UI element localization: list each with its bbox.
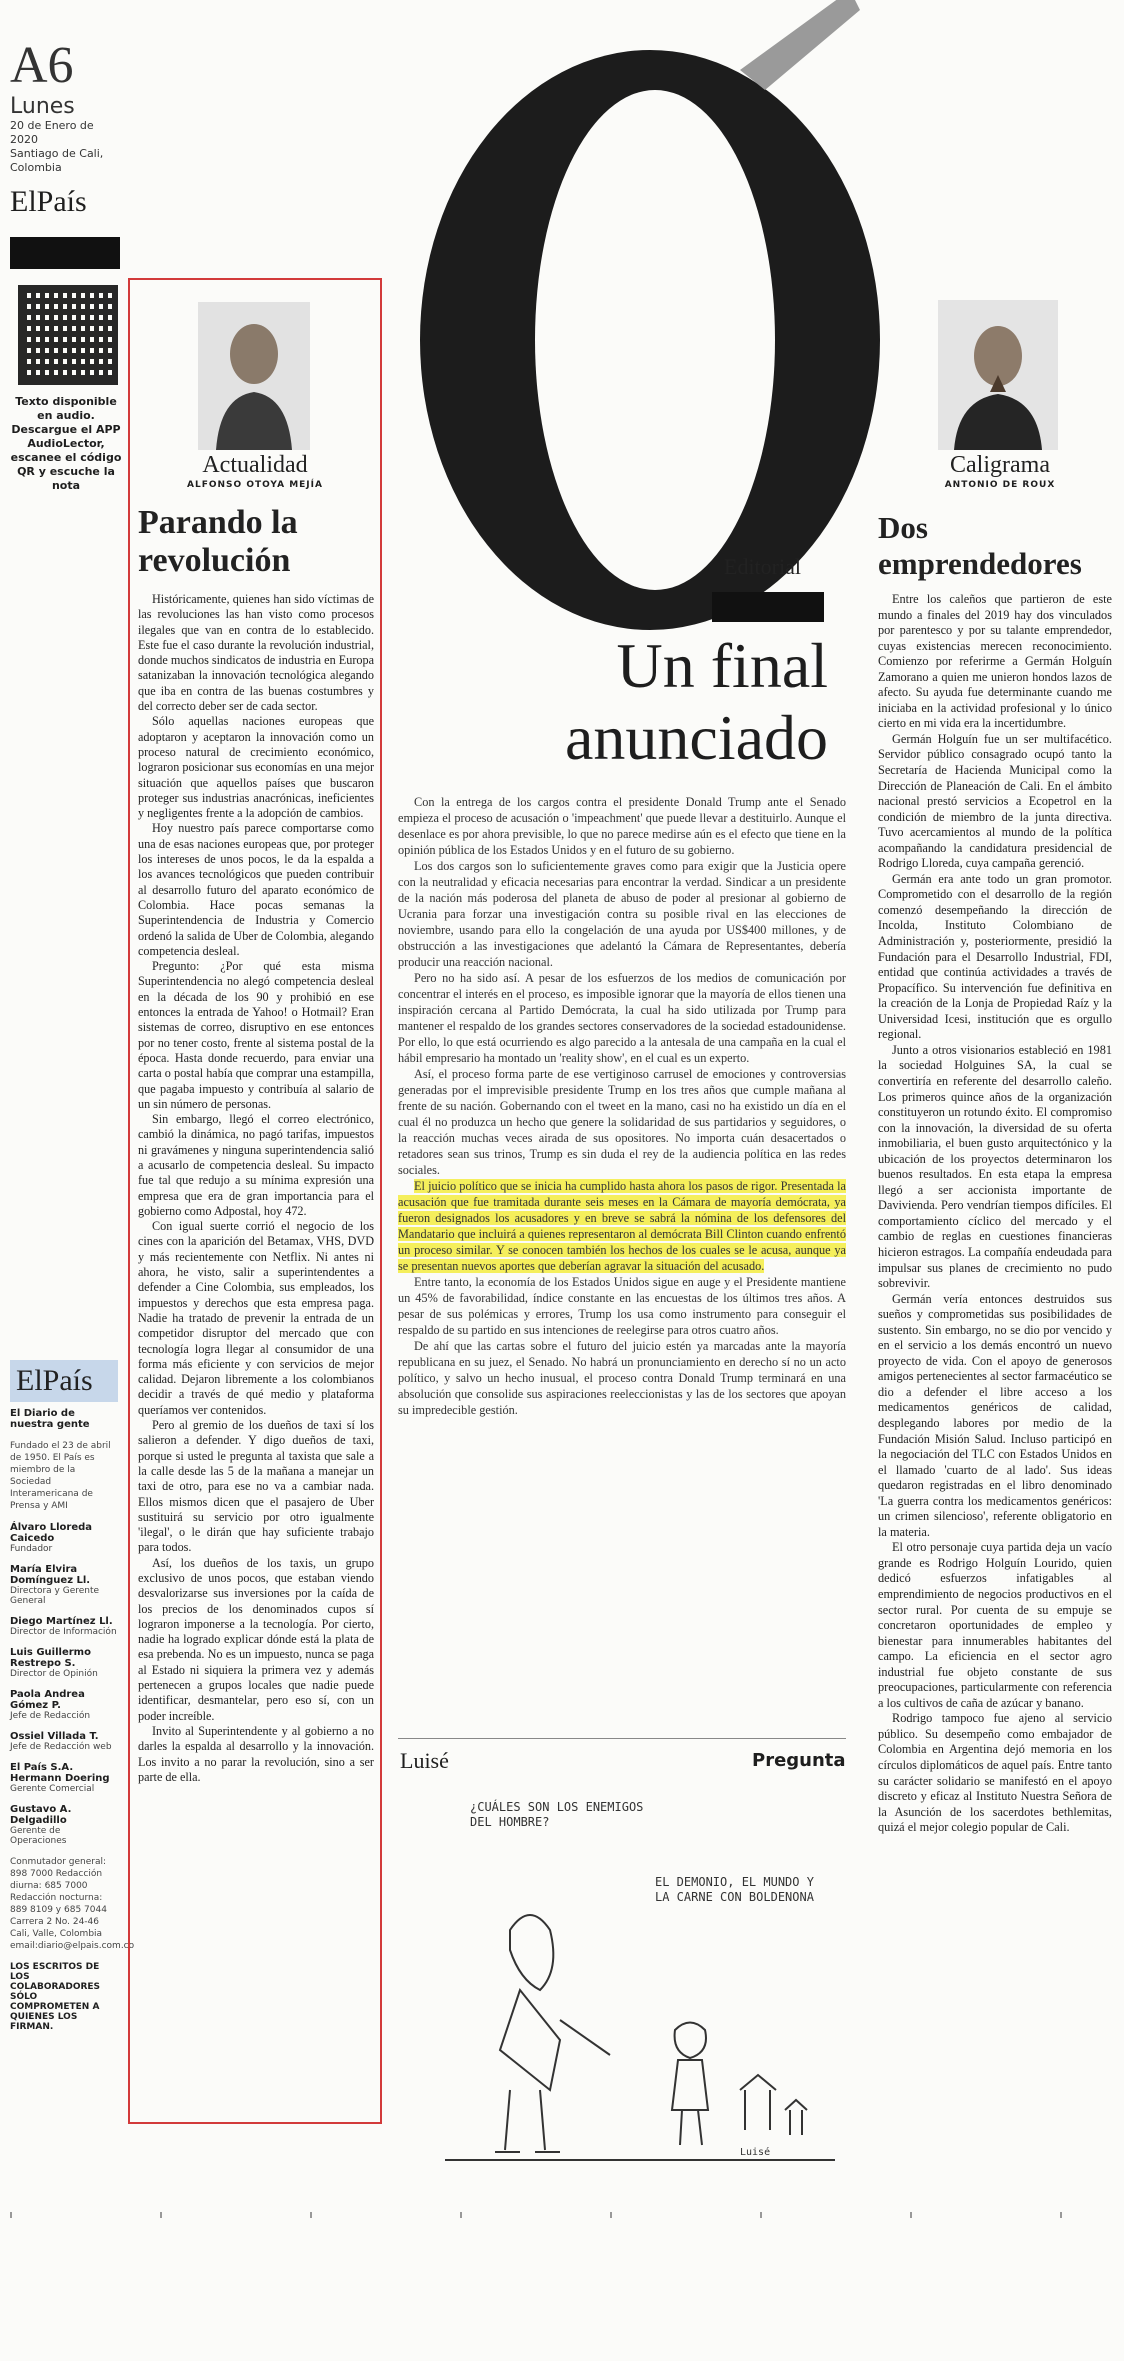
masthead-contacts: Conmutador general: 898 7000 Redacción diurna: 685 7000 Redacción nocturna: 889 8109 y 685 7044 Carrera 2 No. 24-46 Cali, Valle, Colombia email:diario@elpais.com.co [10, 1857, 135, 1951]
masthead-disclaimer: LOS ESCRITOS DE LOS COLABORADORES SÓLO COMPROMETEN A QUIENES LOS FIRMAN. [10, 1962, 101, 2032]
column-body [138, 592, 374, 1785]
staff-entry: Luis Guillermo Restrepo S. Director de Opinión [10, 1647, 98, 1679]
paragraph: Pero no ha sido así. A pesar de los esfuerzos de los medios de comunicación por concentrar el interés en el proceso, es imposible ignorar que la mayoría de ellos tienen una inspiración cercana al Partido Demócrata, la cual ha sido utilizada por Trump para mantener el respaldo de los grandes sectores conservadores de la sociedad estadounidense. Por ello, lo que está ocurriendo es algo parecido a la antesala de una campaña en la cual el hábil empresario ha montado un 'reality show', en el cual es un experto. [398, 971, 846, 1065]
column-headline: Parando la revolución [138, 504, 298, 579]
paragraph: Con igual suerte corrió el negocio de los cines con la aparición del Betamax, VHS, DVD y más recientemente con Netflix. Ni antes ni ahora, he visto, salir a superintendentes a defender a Cine Colombia, sus empleados, los impuestos y derechos que esta empresa paga. Nadie ha tratado de prevenir la entrada de un competidor disruptor del mercado que con tecnología logra llegar al consumidor de una forma más eficiente y con servicios de mejor calidad. Dejaron libremente a los colombianos decidir a través de qué medio y plataforma queríamos ver contenidos. [138, 1219, 374, 1417]
opinion-column [128, 278, 382, 2124]
audio-note: Texto disponible en audio. Descargue el APP AudioLector, escanee el código QR y escuche la nota [10, 395, 122, 492]
masthead [10, 1360, 135, 2032]
paragraph: Invito al Superintendente y al gobierno a no darles la espalda al desarrollo y la innovación. Los invito a no parar la revolución, sino a ser parte de ella. [138, 1723, 374, 1784]
highlight: El juicio político que se inicia ha cumplido hasta ahora los pasos de rigor. Presentada la acusación que fue tramitada durante seis meses en la Cámara de mayoría demócrata, ya fueron designados los acusadores y en breve se sabrá la nómina de los defensores del Mandatario que incluirá a quienes representaron al demócrata Bill Clinton cuando enfrentó un proceso similar. Y se conocen también los hechos de los cuales se le acusa, aunque ya se presentan nuevos aportes que deberían agravar la situación del acusado. [398, 1179, 846, 1273]
staff-entry: El País S.A. Hermann Doering Gerente Comercial [10, 1762, 110, 1794]
right-headline: Dos emprendedores [878, 510, 1082, 581]
cartoon-divider [398, 1738, 846, 1739]
editorial-black-bar [712, 592, 824, 622]
paragraph: Pregunto: ¿Por qué esta misma Superintendencia no alegó competencia desleal en la década de los 90 y prohibió en ese entonces la entrada de Yahoo! o Hotmail? Eran sistemas de correo, disruptivo en ese entonces por no tener costo, frente al sistema postal de la época. Hasta donde recuerdo, para enviar una carta o postal había que comprar una estampilla, que pagaba impuesto y contribuía al salario de un sin número de personas. [138, 959, 374, 1111]
paragraph: Con la entrega de los cargos contra el presidente Donald Trump ante el Senado empieza el proceso de acusación o 'impeachment' que puede llevar a destituirlo. Aunque el desenlace es por ahora previsible, lo que no parece medirse aún es el efecto que tiene en la opinión pública de los Estados Unidos y en el futuro de su gobierno. [398, 795, 846, 857]
right-author: ANTONIO DE ROUX [944, 480, 1056, 490]
staff-entry: Ossiel Villada T. Jefe de Redacción web [10, 1731, 112, 1752]
headline-line: anunciado [565, 702, 828, 773]
cartoon-artist: Luisé [400, 1748, 449, 1773]
paragraph: Así, el proceso forma parte de ese vertiginoso carrusel de emociones y controversias generadas por el imprevisible presidente Trump en los tres años que cumple mañana al frente de su nación. Gobernando con el tweet en la mano, casi no ha existido un día en el cual él no produzca un hecho que genere la solidaridad de sus partidarios y seguidores, o la reacción muchas veces airada de sus opositores. No importa cuán desacertados o retadores sean sus trinos, Trump es sin duda el rey de la audiencia política en las redes sociales. [398, 1067, 846, 1177]
masthead-tagline: El Diario de nuestra gente [10, 1408, 90, 1430]
staff-entry: Paola Andrea Gómez P. Jefe de Redacción [10, 1689, 91, 1721]
column-author: ALFONSO OTOYA MEJÍA [187, 480, 323, 490]
masthead-founded: Fundado el 23 de abril de 1950. El País es miembro de la Sociedad Interamericana de Prensa y AMI [10, 1441, 111, 1511]
editorial-body [398, 794, 846, 1418]
staff-entry: Diego Martínez Ll. Director de Información [10, 1616, 117, 1637]
page-number: A6 [10, 37, 74, 94]
page-day: Lunes [10, 94, 75, 119]
left-rail [10, 37, 122, 493]
headline-line: Un final [616, 630, 828, 701]
page-place: Santiago de Cali, Colombia [10, 147, 104, 174]
staff-entry: Álvaro Lloreda Caicedo Fundador [10, 1522, 93, 1554]
brand-logo: ElPaís [10, 185, 87, 218]
cartoon-signature: Luisé [740, 2147, 771, 2158]
paragraph: Entre los caleños que partieron de este mundo a finales del 2019 hay dos vinculados por parentesco y por su talante emprendedor, cuyas existencias merecen reconocimiento. Comienzo por referirme a Germán Holguín Zamorano a quien me unieron hondos lazos de afecto. Su ayuda fue determinante cuando me iniciaba en la actividad profesional y lo único cierto en mi vida era la incertidumbre. [878, 592, 1112, 731]
staff-list [10, 1522, 118, 1846]
right-section: Caligrama [950, 452, 1050, 478]
staff-entry: Gustavo A. Delgadillo Gerente de Operaciones [10, 1804, 72, 1846]
editorial-label: Editorial [724, 554, 801, 579]
paragraph: El otro personaje cuya partida deja un vacío grande es Rodrigo Holguín Lourido, quien dedicó esfuerzos infatigables al emprendimiento de negocios productivos en el sector rural. Por cuenta de su empuje se concretaron oportunidades de empleo y bienestar para innumerables habitantes del campo. La eficiencia en el sector agro industrial fue objeto constante de sus preocupaciones, particularmente con referencia a los cultivos de caña de azúcar y banano. [878, 1540, 1112, 1710]
speech-bubble-2: EL DEMONIO, EL MUNDO Y LA CARNE CON BOLDENONA [655, 1875, 814, 1904]
author-photo [198, 302, 310, 450]
paragraph: Junto a otros visionarios estableció en 1981 la sociedad Holguines SA, la cual se convertiría en referente del desarrollo caleño. Los primeros quince años de la organización constituyeron un rotundo éxito. El compromiso con la innovación, la diversidad de su oferta inmobiliaria, el buen gusto arquitectónico y la ubicación de los proyectos determinaron los buenos resultados. En esta etapa la empresa llegó a ser accionista importante de Davivienda. Pero vendrían tiempos difíciles. El comportamiento cíclico del mercado y el cambio de reglas en cuestiones financieras hicieron estragos. La compañía endeudada para impulsar sus planes de crecimiento no pudo sobrevivir. [878, 1042, 1112, 1291]
paragraph: Hoy nuestro país parece comportarse como una de esas naciones europeas que, por proteger los intereses de unos pocos, le da la espalda a los avances tecnológicos que pueden contribuir al desarrollo futuro del aparato económico de Colombia. Hace pocas semanas la Superintendencia de Industria y Comercio ordenó la salida de Uber de Colombia, alegando competencia desleal. [138, 821, 374, 958]
paragraph: Los dos cargos son lo suficientemente graves como para exigir que la Justicia opere con la neutralidad y eficacia necesarias para encontrar la verdad. Sindicar a un presidente de la nación más poderosa del planeta de abuso de poder al presionar al gobierno de Ucrania para forzar una investigación contra su posible rival en las elecciones de noviembre, usando para ello la congelación de una ayuda por US$400 millones, y de obstrucción a las investigaciones que adelantó la Cámara de Representantes, debería producir una reacción nacional. [398, 859, 846, 969]
paragraph: Entre tanto, la economía de los Estados Unidos sigue en auge y el Presidente mantiene un 45% de favorabilidad, índice constante en las encuestas de los últimos tres años. A pesar de sus polémicas y errores, Trump los usa como instrumento para conseguir el respaldo de su partido en sus intenciones de reelegirse para otros cuatro años. [398, 1275, 846, 1337]
paragraph: Germán era ante todo un gran promotor. Comprometido con el desarrollo de la región comenzó desempeñando la dirección de Incolda, Instituto Colombiano de Administración y, posteriormente, presidió la Fundación para el Desarrollo Industrial, FDI, entidad que continúa actividades a través de Propacífico. Su intervención fue definitiva en la creación de la Lonja de Propiedad Raíz y la Universidad Icesi, institución que es orgullo regional. [878, 871, 1112, 1042]
paragraph: De ahí que las cartas sobre el futuro del juicio estén ya marcadas ante la mayoría republicana en su juez, el Senado. No habrá un pronunciamiento en derecho sí no un acto político, y salvo un hecho inusual, el proceso contra Donald Trump terminará en una absolución que consolide sus aspiraciones reeleccionistas y las de los sectores que apoyan su impredecible gestión. [398, 1339, 846, 1417]
staff-entry: María Elvira Domínguez Ll. Directora y Gerente General [10, 1564, 100, 1606]
cartoon-title: Pregunta [752, 1750, 846, 1771]
speech-bubble-1: ¿CUÁLES SON LOS ENEMIGOS DEL HOMBRE? [470, 1800, 644, 1829]
paragraph: Pero al gremio de los dueños de taxi sí los salieron a defender. Y digo dueños de taxi, porque si usted le pregunta al taxista que sale a la calle desde las 5 de la mañana a manejar un taxi de otro, para ese no va a cambiar nada. Ellos mismos dicen que el pasajero de Uber sustituirá su servicio por otro igualmente 'ilegal', o le dirán que hay suficiente trabajo para todos. [138, 1418, 374, 1555]
masthead-brand: ElPaís [10, 1360, 118, 1402]
paragraph: Germán Holguín fue un ser multifacético. Servidor público consagrado ocupó tanto la Secretaría de Hacienda Municipal como la Dirección de Planeación de Cali. En el ámbito nacional prestó servicios a Ecopetrol en la condición de miembro de la junta directiva. Tuvo acercamientos al mundo de la política acompañando la candidatura presidencial de Rodrigo Lloreda, cuya campaña gerenció. [878, 731, 1112, 871]
qr-code-icon[interactable] [18, 285, 118, 385]
paragraph: Germán vería entonces destruidos sus sueños y comprometidas sus posibilidades de sustento. Sin embargo, no se dio por vencido y en el servicio a los demás encontró un nuevo proyecto de vida. Con el apoyo de generosos amigos pertenecientes al sector farmacéutico se dio a defender el libre acceso a los medicamentos genéricos de calidad, desplegando labores por medio de la Fundación Misión Salud. Incluso participó en la negociación del TLC con Estados Unidos en el llamado 'cuarto de al lado'. Sus ideas quedaron registradas en el libro denominado 'La guerra contra los medicamentos genéricos: un crimen silencioso', referente obligatorio en la materia. [878, 1291, 1112, 1539]
right-body [878, 592, 1112, 1836]
editorial-headline [400, 630, 828, 774]
paragraph: Históricamente, quienes han sido víctimas de las revoluciones las han visto como procesos ilegales que van en contra de lo establecido. Este fue el caso durante la revolución industrial, donde muchos sindicatos de industria en Europa satanizaban la innovación tecnológica alegando que iba en contra de las buenas costumbres y del correcto deber ser de cada sector. [138, 592, 374, 714]
paragraph: Así, los dueños de los taxis, un grupo exclusivo de unos pocos, que estaban viendo desvalorizarse sus inversiones por la caída de los precios de los denominados cupos sí lograron imponerse a la tecnología. Por cierto, nadie ha logrado explicar dónde está la plata de esa prebenda. No es un impuesto, nunca se paga al Estado ni siquiera la primera vez y además pertenecen a grupos locales que nadie puede identificar, desmantelar, pero eso sí, con un poder increíble. [138, 1555, 374, 1723]
page-date: 20 de Enero de 2020 [10, 119, 94, 146]
cartoon-drawing [440, 1790, 840, 2170]
paragraph: Rodrigo tampoco fue ajeno al servicio público. Su desempeño como embajador de Colombia en Argentina dejó memoria en los círculos diplomáticos de aquel país. Entre tanto su carácter solidario se manifestó en el apoyo discreto y eficaz al Instituto Nuestra Señora de la Asunción de los sacerdotes bethlemitas, quizá el mejor colegio popular de Cali. [878, 1711, 1112, 1835]
bottom-rule [10, 2212, 1114, 2218]
column-section: Actualidad [202, 452, 308, 478]
highlighted-paragraph [398, 1178, 846, 1274]
black-bar [10, 237, 120, 269]
decorative-o-icon [380, 0, 960, 640]
paragraph: Sólo aquellas naciones europeas que adoptaron y aceptaron la innovación como un proceso natural de crecimiento económico, lograron posicionar sus economías en una mejor situación que aquellos países que buscaron proteger sus industrias anacrónicas, ineficientes y negligentes frente a la adopción de cambios. [138, 714, 374, 821]
paragraph: Sin embargo, llegó el correo electrónico, cambió la dinámica, no pagó tarifas, impuestos ni gravámenes y ninguna superintendencia salió a acusarlo de competencia desleal. Su impacto fue tal que redujo a su mínima expresión una empresa que era de gran importancia para el gobierno como Adpostal, hoy 472. [138, 1112, 374, 1218]
author-photo [938, 300, 1058, 450]
